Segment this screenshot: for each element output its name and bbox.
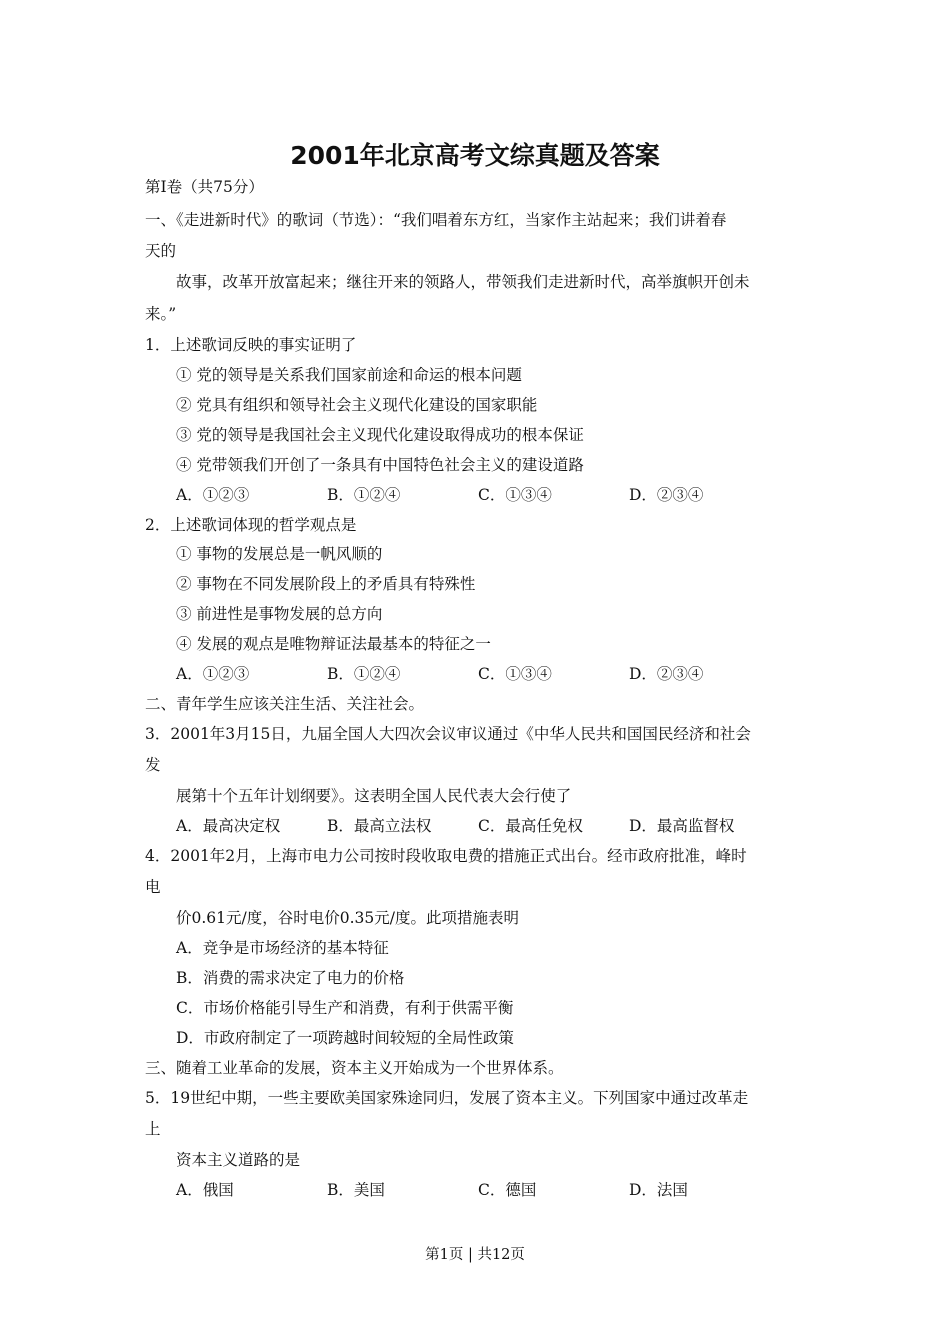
q2-item-3: ③ 前进性是事物发展的总方向: [176, 605, 383, 623]
q1-item-2: ② 党具有组织和领导社会主义现代化建设的国家职能: [176, 396, 538, 414]
q4-option-b: B．消费的需求决定了电力的价格: [176, 969, 405, 987]
q3-stem-line-3: 展第十个五年计划纲要》。这表明全国人民代表大会行使了: [176, 787, 572, 805]
q1-item-3: ③ 党的领导是我国社会主义现代化建设取得成功的根本保证: [176, 426, 584, 444]
q5-stem-line-1: 5．19世纪中期，一些主要欧美国家殊途同归，发展了资本主义。下列国家中通过改革走: [145, 1089, 749, 1107]
q1-item-4: ④ 党带领我们开创了一条具有中国特色社会主义的建设道路: [176, 456, 584, 474]
q1-option-a: A．①②③: [176, 486, 250, 504]
q4-stem-line-1: 4．2001年2月，上海市电力公司按时段收取电费的措施正式出台。经市政府批准，峰时: [145, 847, 747, 865]
part1-intro-line-2: 天的: [145, 242, 177, 260]
page-footer: 第1页 | 共12页: [425, 1247, 525, 1263]
q2-option-c: C．①③④: [478, 665, 552, 683]
q5-option-c: C．德国: [478, 1181, 537, 1199]
q2-stem: 2．上述歌词体现的哲学观点是: [145, 516, 357, 534]
q4-option-c: C．市场价格能引导生产和消费，有利于供需平衡: [176, 999, 514, 1017]
q2-option-a: A．①②③: [176, 665, 250, 683]
part1-intro-line-1: 一、《走进新时代》的歌词（节选）：“我们唱着东方红，当家作主站起来；我们讲着春: [145, 211, 727, 229]
q2-item-1: ① 事物的发展总是一帆风顺的: [176, 545, 383, 563]
q5-option-a: A．俄国: [176, 1181, 234, 1199]
q3-stem-line-1: 3．2001年3月15日，九届全国人大四次会议审议通过《中华人民共和国国民经济和社会: [145, 725, 751, 743]
q1-stem: 1．上述歌词反映的事实证明了: [145, 336, 357, 354]
q3-option-c: C．最高任免权: [478, 817, 583, 835]
q3-stem-line-2: 发: [145, 756, 161, 774]
q2-option-d: D．②③④: [629, 665, 704, 683]
q1-item-1: ① 党的领导是关系我们国家前途和命运的根本问题: [176, 366, 522, 384]
q3-option-b: B．最高立法权: [327, 817, 432, 835]
q4-stem-line-3: 价0.61元/度，谷时电价0.35元/度。此项措施表明: [176, 909, 519, 927]
part2-heading: 二、青年学生应该关注生活、关注社会。: [145, 695, 425, 713]
q5-option-d: D．法国: [629, 1181, 688, 1199]
q5-stem-line-3: 资本主义道路的是: [176, 1151, 301, 1169]
section-header: 第Ⅰ卷（共75分）: [145, 178, 264, 196]
part3-heading: 三、随着工业革命的发展，资本主义开始成为一个世界体系。: [145, 1059, 564, 1077]
q2-item-2: ② 事物在不同发展阶段上的矛盾具有特殊性: [176, 575, 476, 593]
q4-option-a: A．竞争是市场经济的基本特征: [176, 939, 389, 957]
q1-option-d: D．②③④: [629, 486, 704, 504]
q5-stem-line-2: 上: [145, 1120, 161, 1138]
q1-option-b: B．①②④: [327, 486, 401, 504]
q2-item-4: ④ 发展的观点是唯物辩证法最基本的特征之一: [176, 635, 491, 653]
q2-option-b: B．①②④: [327, 665, 401, 683]
q4-option-d: D．市政府制定了一项跨越时间较短的全局性政策: [176, 1029, 514, 1047]
q4-stem-line-2: 电: [145, 878, 161, 896]
page-title: 2001年北京高考文综真题及答案: [290, 141, 660, 170]
part1-intro-line-3: 故事，改革开放富起来；继往开来的领路人，带领我们走进新时代，高举旗帜开创未: [176, 273, 750, 291]
part1-intro-line-4: 来。”: [145, 305, 177, 323]
q3-option-a: A．最高决定权: [176, 817, 281, 835]
q3-option-d: D．最高监督权: [629, 817, 735, 835]
q1-option-c: C．①③④: [478, 486, 552, 504]
q5-option-b: B．美国: [327, 1181, 385, 1199]
